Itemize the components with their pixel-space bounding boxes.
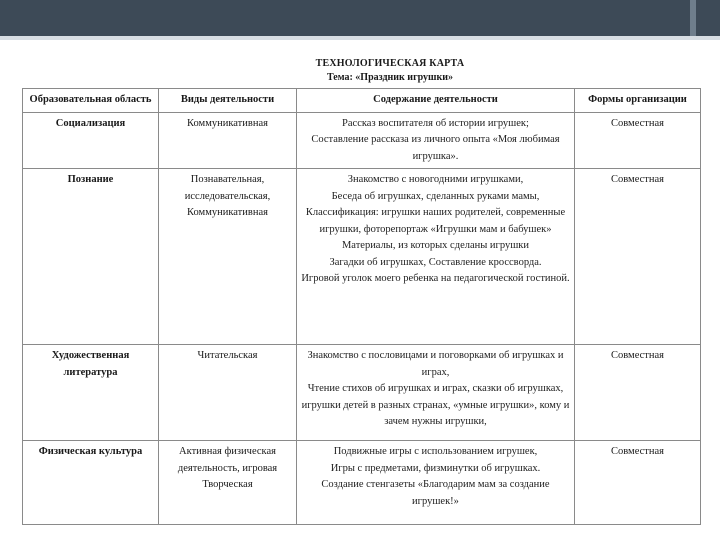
cell-content xyxy=(297,441,575,525)
document-subtitle: Тема: «Праздник игрушки» xyxy=(326,72,454,83)
cell-forms: Совместная xyxy=(575,441,701,525)
cell-activity: Читательская xyxy=(159,345,297,441)
cell-forms: Совместная xyxy=(575,169,701,345)
cell-activity: Познавательная, исследовательская, Коммуникативная xyxy=(159,169,297,345)
cell-area: Физическая культура xyxy=(23,441,159,525)
content-line: Знакомство с пословицами и поговорками об игрушках и играх, xyxy=(307,350,564,378)
cell-forms: Совместная xyxy=(575,345,701,441)
content-line: Подвижные игры с использованием игрушек, xyxy=(333,446,538,457)
cell-area: Художественная литература xyxy=(23,345,159,441)
document-title: ТЕХНОЛОГИЧЕСКАЯ КАРТА xyxy=(315,58,465,69)
cell-activity: Активная физическая деятельность, игровая Творческая xyxy=(159,441,297,525)
table-row xyxy=(23,169,701,345)
cell-area: Познание xyxy=(23,169,159,345)
table-row xyxy=(23,345,701,441)
content-line: Материалы, из которых сделаны игрушки xyxy=(341,240,530,251)
content-line: Знакомство с новогодними игрушками, xyxy=(347,174,524,185)
cell-content xyxy=(297,169,575,345)
header-area: Образовательная область xyxy=(23,89,159,113)
content-line: Загадки об игрушках, Составление кроссворда. xyxy=(329,256,542,268)
content-line: Игры с предметами, физминутки об игрушках. xyxy=(330,462,541,474)
cell-forms: Совместная xyxy=(575,112,701,169)
content-line: Классификация: игрушки наших родителей, современные игрушки, фоторепортаж «Игрушки мам и бабушек» xyxy=(305,207,566,235)
content-line: Составление рассказа из личного опыта «Моя любимая игрушка». xyxy=(311,134,560,162)
header-forms: Формы организации xyxy=(575,89,701,113)
cell-area: Социализация xyxy=(23,112,159,169)
content-line: Чтение стихов об игрушках и играх, сказки об игрушках, игрушки детей в разных странах, «умные игрушки», кому и зачем нужны игрушки, xyxy=(301,383,570,427)
content-line: Игровой уголок моего ребенка на педагогической гостиной. xyxy=(301,273,570,284)
cell-content xyxy=(297,112,575,169)
slide-header-bar xyxy=(0,0,720,36)
slide-header-accent xyxy=(0,36,720,40)
content-line: Беседа об игрушках, сделанных руками мамы, xyxy=(331,190,540,202)
slide-header-notch xyxy=(690,0,696,36)
header-content: Содержание деятельности xyxy=(297,89,575,113)
table-header-row xyxy=(23,89,701,113)
content-line: Рассказ воспитателя об истории игрушек; xyxy=(342,117,529,129)
cell-activity: Коммуникативная xyxy=(159,112,297,169)
table-row xyxy=(23,441,701,525)
cell-content xyxy=(297,345,575,441)
table-row xyxy=(23,112,701,169)
content-line: Создание стенгазеты «Благодарим мам за создание игрушек!» xyxy=(321,479,550,507)
technology-map-table xyxy=(22,88,701,525)
header-activity: Виды деятельности xyxy=(159,89,297,113)
